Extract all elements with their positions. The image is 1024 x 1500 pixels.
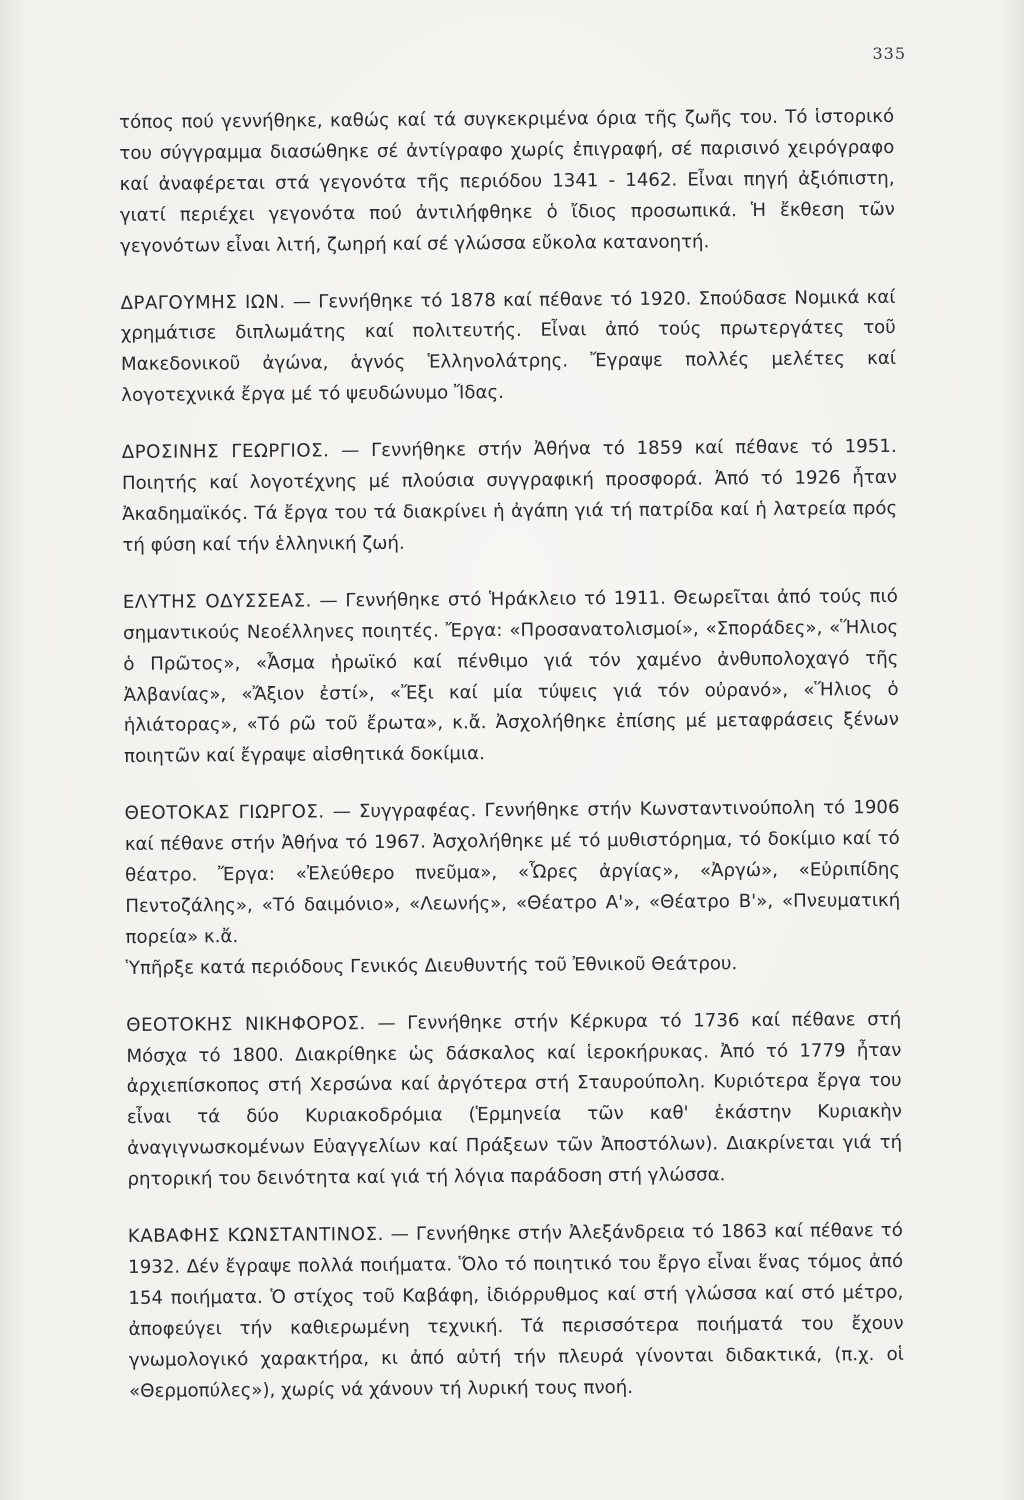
entry-heading: ΔΡΟΣΙΝΗΣ ΓΕΩΡΓΙΟΣ. <box>121 440 330 464</box>
entry-heading: ΔΡΑΓΟΥΜΗΣ ΙΩΝ. <box>120 291 286 314</box>
entry-note: Ὑπῆρξε κατά περιόδους Γενικός Διευθυντής τοῦ Ἐθνικοῦ Θεάτρου. <box>125 952 738 979</box>
entry-dragoumis <box>120 282 896 412</box>
entry-text: — Γεννήθηκε στήν Ἀλεξάνδρεια τό 1863 καί πέθανε τό 1932. Δέν ἔγραψε πολλά ποιήματα. Ὅλο τό ποιητικό του ἔργο εἶναι ἕνας τόμος ἀπό 154 ποιήματα. Ὁ στίχος τοῦ Καβάφη, ἰδιόρρυθμος καί στή γλώσσα καί στό μέτρο, ἀποφεύγει τήν καθιερωμένη τεχνική. Τά περισσότερα ποιήματά του ἔχουν γνωμολογικό χαρακτήρα, κι ἀπό αὐτή τήν πλευρά γίνονται διδακτικά, (π.χ. οἱ «Θερμοπύλες»), χωρίς νά χάνουν τή λυρική τους πνοή. <box>128 1219 904 1402</box>
entry-heading: ΕΛΥΤΗΣ ΟΔΥΣΣΕΑΣ. <box>122 590 312 613</box>
entry-theotokis <box>126 1005 902 1197</box>
entry-text: — Γεννήθηκε στό Ἡράκλειο τό 1911. Θεωρεῖται ἀπό τούς πιό σημαντικούς Νεοέλληνες ποιητές. Ἔργα: «Προσανατολισμοί», «Σποράδες», «Ἥλιος ὁ Πρῶτος», «Ἆσμα ἡρωϊκό καί πένθιμο γιά τόν χαμένο ἀνθυπολοχαγό τῆς Ἀλβανίας», «Ἄξιον ἐστί», «Ἔξι καί μία τύψεις γιά τόν οὐρανό», «Ἥλιος ὁ ἡλιάτορας», «Τό ρῶ τοῦ ἔρωτα», κ.ἄ. Ἀσχολήθηκε ἐπίσης μέ μεταφράσεις ξένων ποιητῶν καί ἔγραψε αἰσθητικά δοκίμια. <box>123 585 899 768</box>
page-text <box>119 102 904 1408</box>
entry-kavafis <box>128 1216 904 1408</box>
entry-theotokas <box>124 793 900 985</box>
page-number: 335 <box>872 44 906 63</box>
entry-body <box>124 793 900 954</box>
entry-drosinis <box>122 432 898 562</box>
entry-elytis <box>123 582 899 774</box>
entry-heading: ΘΕΟΤΟΚΗΣ ΝΙΚΗΦΟΡΟΣ. <box>126 1012 366 1036</box>
entry-text: — Συγγραφέας. Γεννήθηκε στήν Κωνσταντινούπολη τό 1906 καί πέθανε στήν Ἀθήνα τό 1967. Ἀσχολήθηκε μέ τό μυθιστόρημα, τό δοκίμιο καί τό θέατρο. Ἔργα: «Ἐλεύθερο πνεῦμα», «Ὧρες ἀργίας», «Ἀργώ», «Εὐριπίδης Πεντοζάλης», «Τό δαιμόνιο», «Λεωνής», «Θέατρο Α'», «Θέατρο Β'», «Πνευματική πορεία» κ.ἄ. <box>124 797 901 948</box>
entry-text: — Γεννήθηκε στήν Ἀθήνα τό 1859 καί πέθανε τό 1951. Ποιητής καί λογοτέχνης μέ πλούσια συγγραφική προσφορά. Ἀπό τό 1926 ἦταν Ἀκαδημαϊκός. Τά ἔργα του τά διακρίνει ἡ ἀγάπη γιά τή πατρίδα καί ἡ λατρεία πρός τή φύση καί τήν ἑλληνική ζωή. <box>121 436 898 556</box>
entry-heading: ΚΑΒΑΦΗΣ ΚΩΝΣΤΑΝΤΙΝΟΣ. <box>127 1224 384 1248</box>
intro-paragraph: τόπος πού γεννήθηκε, καθώς καί τά συγκεκριμένα όρια τῆς ζωῆς του. Τό ἱστορικό του σύγγραμμα διασώθηκε σέ ἀντίγραφο χωρίς ἐπιγραφή, σέ παρισινό χειρόγραφο καί ἀναφέρεται στά γεγονότα τῆς περιόδου 1341 - 1462. Εἶναι πηγή ἀξιόπιστη, γιατί περιέχει γεγονότα πού ἀντιλήφθηκε ὁ ἴδιος προσωπικά. Ἡ ἔκθεση τῶν γεγονότων εἶναι λιτή, ζωηρή καί σέ γλώσσα εὔκολα κατανοητή. <box>119 105 895 257</box>
entry-text: — Γεννήθηκε τό 1878 καί πέθανε τό 1920. Σπούδασε Νομικά καί χρημάτισε διπλωμάτης καί πολιτευτής. Εἶναι ἀπό τούς πρωτεργάτες τοῦ Μακεδονικοῦ ἀγώνα, ἁγνός Ἑλληνολάτρης. Ἔγραψε πολλές μελέτες καί λογοτεχνικά ἔργα μέ τό ψευδώνυμο Ἴδας. <box>120 286 897 407</box>
entry-text: — Γεννήθηκε στήν Κέρκυρα τό 1736 καί πέθανε στή Μόσχα τό 1800. Διακρίθηκε ὡς δάσκαλος καί ἱεροκήρυκας. Ἀπό τό 1779 ἦταν ἀρχιεπίσκοπος στή Χερσώνα καί ἀργότερα στή Σταυρούπολη. Κυριότερα ἔργα του εἶναι τά δύο Κυριακοδρόμια (Ἑρμηνεία τῶν καθ' ἑκάστην Κυριακὴν ἀναγιγνωσκομένων Εὐαγγελίων καί Πράξεων τῶν Ἀποστόλων). Διακρίνεται γιά τή ρητορική του δεινότητα καί γιά τή λόγια παράδοση στή γλώσσα. <box>126 1008 903 1191</box>
entry-heading: ΘΕΟΤΟΚΑΣ ΓΙΩΡΓΟΣ. <box>124 801 325 825</box>
